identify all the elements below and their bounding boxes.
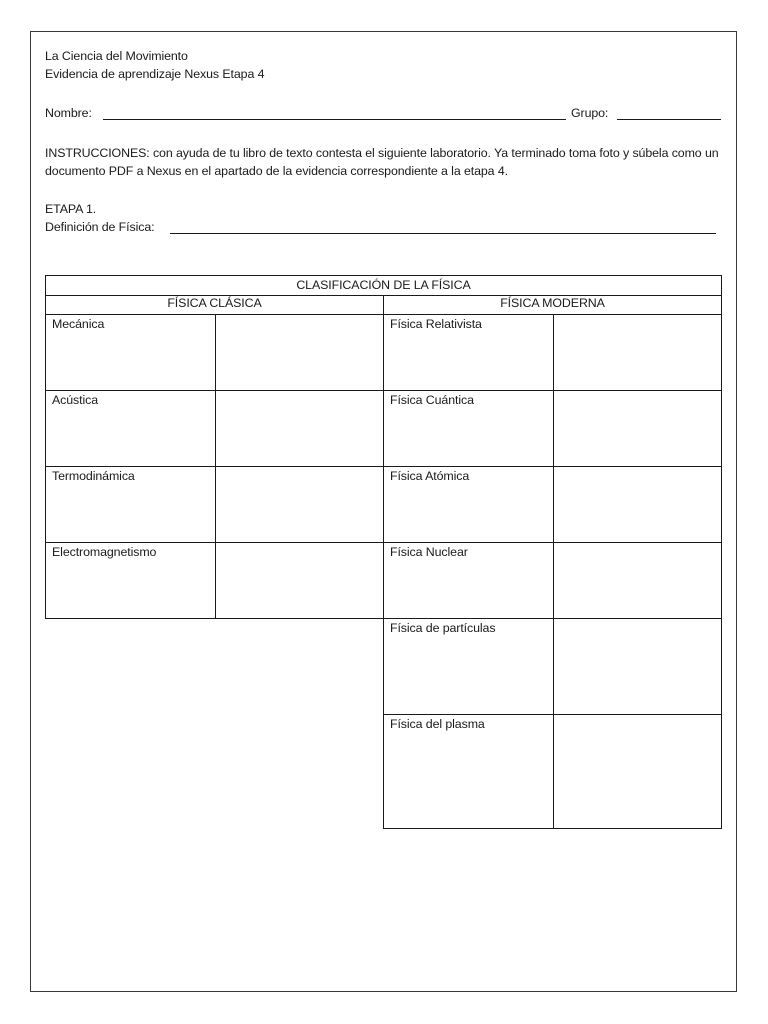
title-line-1: La Ciencia del Movimiento	[45, 49, 188, 63]
classical-answer-cell[interactable]	[215, 314, 384, 391]
classical-label: Acústica	[52, 393, 99, 407]
modern-label-cell	[383, 314, 554, 391]
table-title-cell	[45, 275, 722, 296]
classical-header-cell	[45, 295, 384, 315]
modern-answer-cell[interactable]	[553, 542, 722, 619]
modern-label: Física Cuántica	[390, 393, 474, 407]
modern-header: FÍSICA MODERNA	[500, 296, 605, 310]
modern-answer-cell[interactable]	[553, 314, 722, 391]
modern-answer-cell[interactable]	[553, 714, 722, 829]
grupo-answer-line[interactable]	[617, 119, 721, 120]
modern-answer-cell[interactable]	[553, 618, 722, 715]
modern-label-cell	[383, 466, 554, 543]
classical-label: Electromagnetismo	[52, 545, 157, 559]
modern-label-cell	[383, 714, 554, 829]
modern-label-cell	[383, 542, 554, 619]
modern-label: Física Relativista	[390, 317, 482, 331]
modern-label-cell	[383, 390, 554, 467]
classical-answer-cell[interactable]	[215, 390, 384, 467]
modern-answer-cell[interactable]	[553, 466, 722, 543]
modern-answer-cell[interactable]	[553, 390, 722, 467]
classical-label-cell	[45, 466, 216, 543]
nombre-label: Nombre:	[45, 106, 92, 120]
modern-label-cell	[383, 618, 554, 715]
classical-label: Mecánica	[52, 317, 105, 331]
classical-label-cell	[45, 390, 216, 467]
modern-label: Física del plasma	[390, 717, 485, 731]
modern-header-cell	[383, 295, 722, 315]
classical-label-cell	[45, 314, 216, 391]
classical-label: Termodinámica	[52, 469, 135, 483]
table-title: CLASIFICACIÓN DE LA FÍSICA	[296, 278, 471, 292]
instructions-text: INSTRUCCIONES: con ayuda de tu libro de texto contesta el siguiente laboratorio. Ya terminado toma foto y súbela como un documento PDF a Nexus en el apartado de la evidencia correspondiente a la etapa 4.	[45, 146, 719, 178]
classical-answer-cell[interactable]	[215, 466, 384, 543]
classical-header: FÍSICA CLÁSICA	[167, 296, 262, 310]
grupo-label: Grupo:	[571, 106, 609, 120]
modern-label: Física Atómica	[390, 469, 470, 483]
definicion-answer-line[interactable]	[170, 233, 716, 234]
classical-answer-cell[interactable]	[215, 542, 384, 619]
nombre-answer-line[interactable]	[103, 119, 566, 120]
title-line-2: Evidencia de aprendizaje Nexus Etapa 4	[45, 67, 265, 81]
classical-label-cell	[45, 542, 216, 619]
modern-label: Física Nuclear	[390, 545, 468, 559]
modern-label: Física de partículas	[390, 621, 496, 635]
definicion-label: Definición de Física:	[45, 220, 155, 234]
etapa-label: ETAPA 1.	[45, 202, 97, 216]
